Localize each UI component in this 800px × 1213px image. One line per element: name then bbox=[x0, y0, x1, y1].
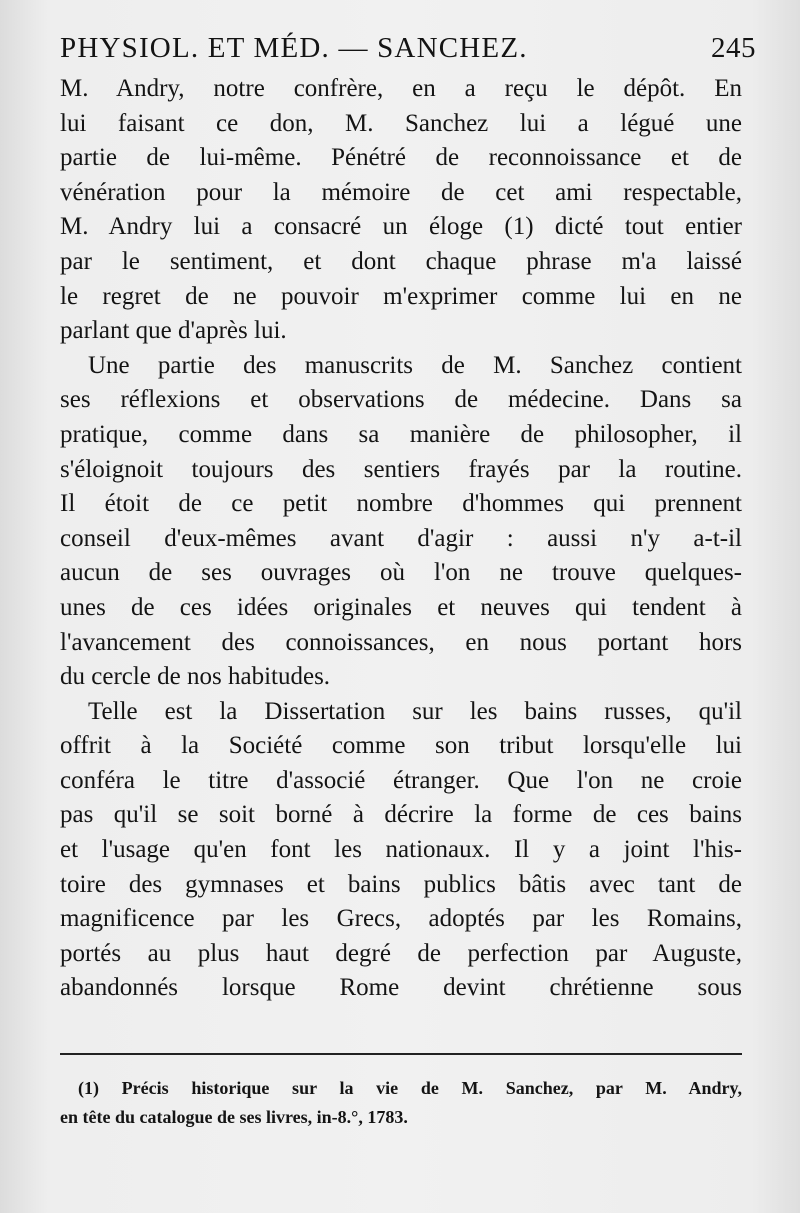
footnote-line: en tête du catalogue de ses livres, in-8.°, 1783. bbox=[60, 1107, 408, 1127]
text-line: pas qu'il se soit borné à décrire la forme de ces bains bbox=[60, 801, 742, 829]
text-line: unes de ces idées originales et neuves qui tendent à bbox=[60, 593, 742, 621]
text-line: portés au plus haut degré de perfection par Auguste, bbox=[60, 939, 742, 967]
text-line: abandonnés lorsque Rome devint chrétienne sous bbox=[60, 974, 742, 1002]
text-line: vénération pour la mémoire de cet ami respectable, bbox=[60, 178, 742, 206]
paragraph-start-line: Une partie des manuscrits de M. Sanchez contient bbox=[88, 351, 742, 379]
text-line: le regret de ne pouvoir m'exprimer comme lui en ne bbox=[60, 282, 742, 310]
footnote-line: (1) Précis historique sur la vie de M. Sanchez, par M. Andry, bbox=[78, 1078, 742, 1098]
page-number: 245 bbox=[711, 32, 756, 64]
text-line: ses réflexions et observations de médecine. Dans sa bbox=[60, 386, 742, 414]
text-line: offrit à la Société comme son tribut lorsqu'elle lui bbox=[60, 732, 742, 760]
text-line: conseil d'eux-mêmes avant d'agir : aussi n'y a-t-il bbox=[60, 524, 742, 552]
text-line: s'éloignoit toujours des sentiers frayés par la routine. bbox=[60, 455, 742, 483]
text-line: magnificence par les Grecs, adoptés par les Romains, bbox=[60, 905, 742, 933]
text-line: aucun de ses ouvrages où l'on ne trouve quelques- bbox=[60, 559, 742, 587]
text-line: partie de lui-même. Pénétré de reconnoissance et de bbox=[60, 144, 742, 172]
text-line: conféra le titre d'associé étranger. Que l'on ne croie bbox=[60, 766, 742, 794]
text-line: par le sentiment, et dont chaque phrase m'a laissé bbox=[60, 247, 742, 275]
paragraph-end-line: parlant que d'après lui. bbox=[60, 317, 287, 345]
body-text bbox=[60, 72, 742, 1006]
text-line: M. Andry lui a consacré un éloge (1) dicté tout entier bbox=[60, 213, 742, 241]
text-line: lui faisant ce don, M. Sanchez lui a légué une bbox=[60, 109, 742, 137]
footnotes bbox=[60, 1074, 742, 1132]
running-head bbox=[60, 32, 756, 72]
text-line: pratique, comme dans sa manière de philosopher, il bbox=[60, 420, 742, 448]
text-line: Il étoit de ce petit nombre d'hommes qui prennent bbox=[60, 490, 742, 518]
paragraph-end-line: du cercle de nos habitudes. bbox=[60, 663, 331, 691]
running-head-title: PHYSIOL. ET MÉD. — SANCHEZ. bbox=[60, 32, 528, 64]
paragraph-start-line: Telle est la Dissertation sur les bains russes, qu'il bbox=[88, 697, 742, 725]
text-line: M. Andry, notre confrère, en a reçu le dépôt. En bbox=[60, 75, 742, 102]
footnote-divider bbox=[60, 1053, 742, 1055]
text-line: et l'usage qu'en font les nationaux. Il y a joint l'his- bbox=[60, 836, 742, 864]
text-line: l'avancement des connoissances, en nous portant hors bbox=[60, 628, 742, 656]
text-line: toire des gymnases et bains publics bâtis avec tant de bbox=[60, 870, 742, 898]
